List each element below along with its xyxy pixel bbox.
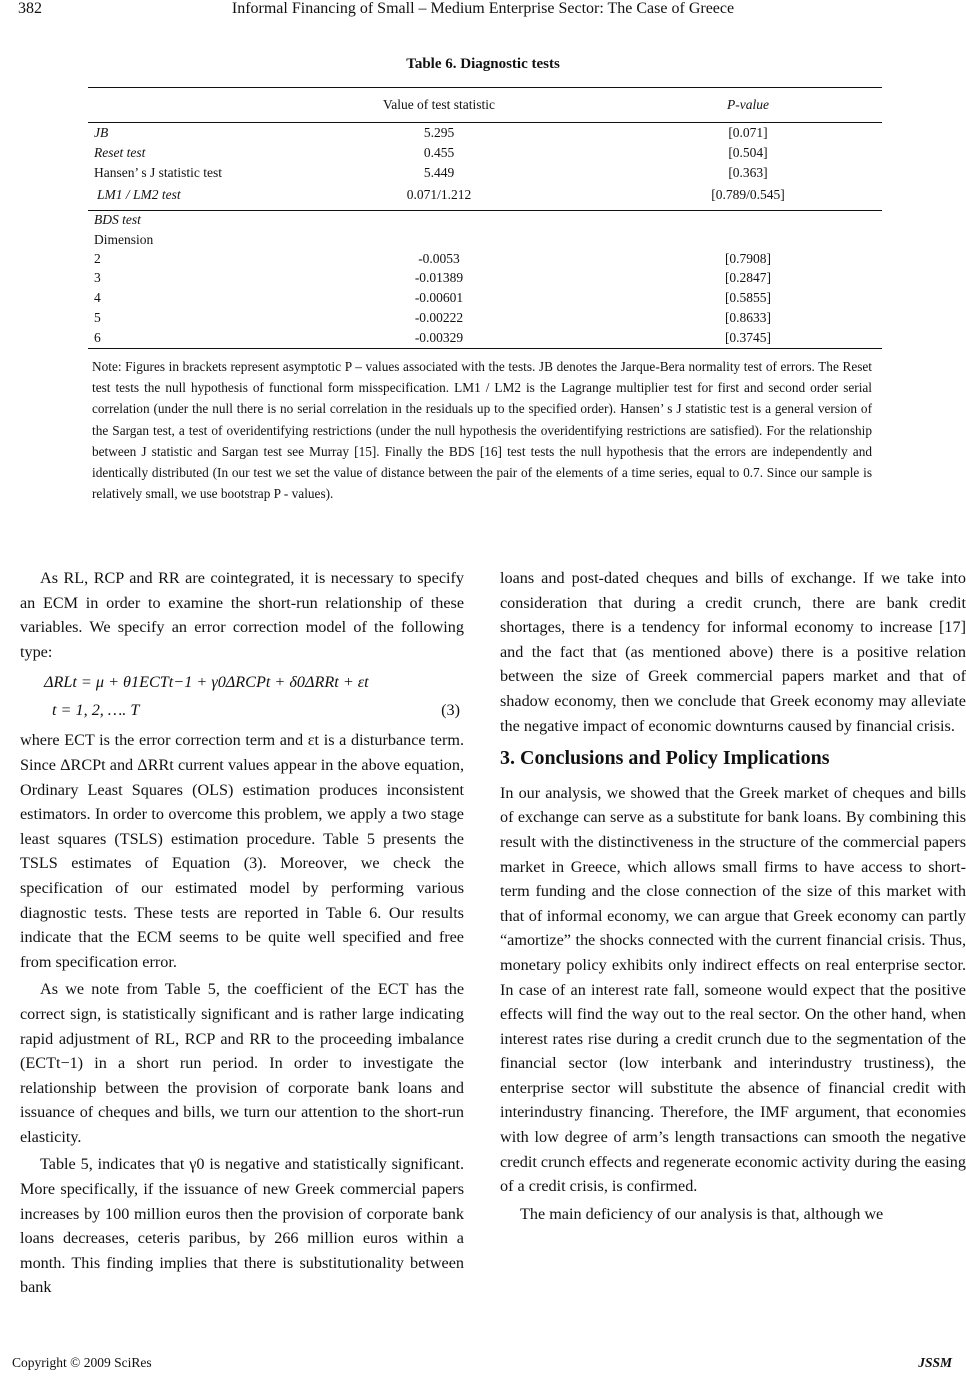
row-value: -0.01389 [414,270,464,285]
row-label: 6 [94,330,101,345]
equation [20,668,464,698]
row-label: JB [94,125,109,140]
row-value: 5.295 [423,125,455,140]
paragraph: As we note from Table 5, the coefficient of the ECT has the correct sign, is statistically significant and is rather large indicating rapid adjustment of RL, RCP and RR to the proceeding imbalance (ECTt−1) in a short run period. In order to investigate the relationship between the provision of corporate bank loans and issuance of cheques and bills, we turn our attention to the short-run elasticity. [20,980,464,1146]
row-pvalue: [0.363] [728,165,768,180]
running-title: Informal Financing of Small – Medium Enterprise Sector: The Case of Greece [231,0,735,17]
bds-label: BDS test [94,212,141,227]
row-value: 0.071/1.212 [406,187,472,202]
row-value: -0.00329 [414,330,464,345]
table-rule-top [88,87,882,88]
paragraph: As RL, RCP and RR are cointegrated, it is necessary to specify an ECM in order to examine the short-run relationship of these variables. We specify an error correction model of the following type: [20,569,464,661]
table-rule-bottom [88,348,882,349]
row-label: 4 [94,290,101,305]
footer-journal: JSSM [918,1355,952,1370]
table-row [94,270,882,290]
bds-label-row [94,212,882,232]
right-column [500,566,966,1226]
equation-body: ΔRLt = μ + θ1ECTt−1 + γ0ΔRCPt + δ0ΔRRt + εt [44,673,369,692]
row-pvalue: [0.3745] [724,330,772,345]
row-label: 5 [94,310,101,325]
row-value: -0.00601 [414,290,464,305]
row-label: Hansen’ s J statistic test [94,165,222,180]
row-label: Reset test [94,145,146,160]
row-value: -0.00222 [414,310,464,325]
equation-range-row [20,698,464,728]
row-label: 3 [94,270,101,285]
row-value: 5.449 [423,165,455,180]
table-header-row [94,97,882,117]
table-row [94,330,882,350]
row-pvalue: [0.8633] [724,310,772,325]
paragraph: The main deficiency of our analysis is that, although we [520,1204,884,1223]
table-row [94,310,882,330]
table-row [94,145,882,165]
table-row [94,125,882,145]
row-pvalue: [0.2847] [724,270,772,285]
table-row [94,290,882,310]
page-number: 382 [18,0,42,17]
left-column [20,566,464,1300]
row-label: LM1 / LM2 test [97,187,181,202]
equation-range: t = 1, 2, …. T [52,701,140,720]
row-value: -0.0053 [418,251,460,266]
table-title: Table 6. Diagnostic tests [406,56,560,72]
table-note: Note: Figures in brackets represent asymptotic P – values associated with the tests. JB denotes the Jarque-Bera normality test of errors. The Reset test tests the null hypothesis of functional form misspecification. LM1 / LM2 is the Lagrange multiplier test for first and second order serial correlation (under the null there is no serial correlation in the residuals up to the specified order). Hansen’ s J statistic test is a general version of the Sargan test, a test of overidentifying restrictions (under the null hypothesis the overidentifying restrictions are satisfied). For the relationship between J statistic and Sargan test see Murray [15]. Finally the BDS [16] test tests the null hypothesis that the errors are independently and identically distributed (In our test we set the value of distance between the pair of the elements of a time series, equal to 0.7. Since our sample is relatively small, we use bootstrap P - values). [92,359,872,502]
col-header-value: Value of test statistic [382,97,496,112]
row-pvalue: [0.789/0.545] [711,187,785,202]
paragraph: where ECT is the error correction term and εt is a disturbance term. Since ΔRCPt and ΔRRt current values appear in the above equation, Ordinary Least Squares (OLS) estimation produces inconsistent estimators. In order to overcome this problem, we apply a two stage least squares (TSLS) estimation procedure. Table 5 presents the TSLS estimates of Equation (3). Moreover, we check the specification of our estimated model by performing various diagnostic tests. These tests are reported in Table 6. Our results indicate that the ECM seems to be quite well specified and free from specification error. [20,731,464,971]
table-row [94,251,882,271]
table-row [94,165,882,185]
row-value: 0.455 [423,145,455,160]
paragraph: Table 5, indicates that γ0 is negative and statistically significant. More specifically, if the issuance of new Greek commercial papers increases by 100 million euros then the provision of corporate bank loans decreases, ceteris paribus, by 266 million euros within a month. This finding implies that there is substitutionality between bank [20,1155,464,1297]
row-pvalue: [0.7908] [724,251,772,266]
row-label: 2 [94,251,101,266]
table-row [94,187,882,207]
table-rule-mid [88,210,882,211]
dimension-label: Dimension [94,232,154,247]
paragraph: loans and post-dated cheques and bills of exchange. If we take into consideration that during a credit crunch, there are bank credit shortages, there is a tendency for informal economy to increase [17] and the fact that (as mentioned above) there is a positive relation between the size of Greek commercial papers market and that of shadow economy, then we conclude that Greek economy may alleviate the negative impact of economic downturns caused by financial crisis. [500,569,966,735]
section-title: 3. Conclusions and Policy Implications [500,747,830,770]
row-pvalue: [0.504] [728,145,768,160]
row-pvalue: [0.071] [728,125,768,140]
col-header-pvalue: P-value [727,97,769,112]
paragraph: In our analysis, we showed that the Greek market of cheques and bills of exchange can serve as a substitute for bank loans. By combining this result with the distinctiveness in the structure of the commercial papers market in Greece, which allows small firms to have access to short-term funding and the close connection of the size of this market with that of informal economy, we can argue that Greek economy can partly “amortize” the shocks connected with the current financial crisis. Thus, monetary policy exhibits only indirect effects on real enterprise sector. In case of an interest rate fall, someone would expect that the positive effects will find the way out to the real sector. On the other hand, when interest rates rise during a credit crunch due to the segmentation of the financial sector (low interbank and interindustry trustiness), the enterprise sector will substitute the absence of financial credit with interindustry financing. Therefore, the IMF argument, that economies with low degree of arm’s length transactions can smooth the negative credit crunch effects and regenerate economic activity during the easing of a credit crisis, is confirmed. [500,783,966,1196]
row-pvalue: [0.5855] [724,290,772,305]
footer-copyright: Copyright © 2009 SciRes [12,1355,152,1370]
equation-number: (3) [441,701,460,720]
dimension-label-row [94,232,882,252]
table-rule-header [88,122,882,123]
